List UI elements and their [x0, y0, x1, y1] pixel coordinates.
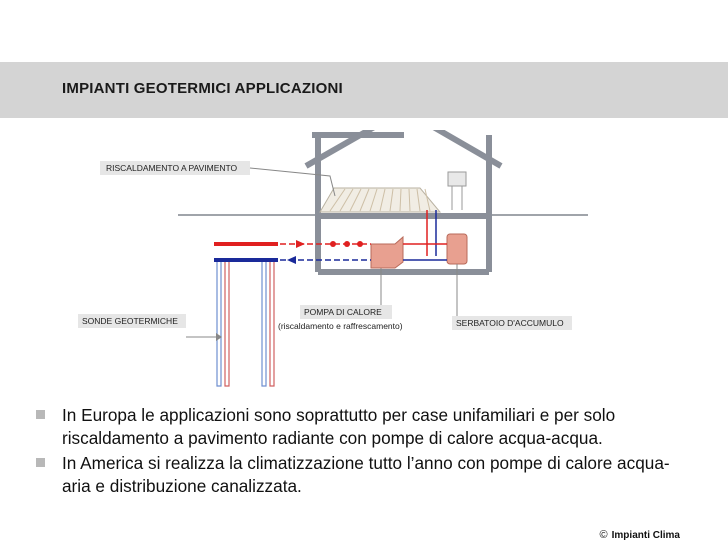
valves: [330, 241, 363, 247]
manifold-cold: [214, 258, 278, 262]
label-probes: [78, 314, 222, 341]
arrow-hot: [296, 240, 305, 248]
copyright-symbol: ©: [599, 529, 608, 541]
svg-text:POMPA DI CALORE: POMPA DI CALORE: [304, 307, 382, 317]
label-floor-heating: [100, 161, 335, 196]
bullet-item: [36, 404, 696, 450]
svg-text:SERBATOIO D'ACCUMULO: SERBATOIO D'ACCUMULO: [456, 318, 564, 328]
bullet-square-icon: [36, 458, 45, 467]
label-heat-pump: [278, 268, 403, 331]
svg-text:SONDE GEOTERMICHE: SONDE GEOTERMICHE: [82, 316, 178, 326]
footer-brand: Impianti Clima: [611, 530, 680, 541]
bullet-text: In Europa le applicazioni sono soprattutto per case unifamiliari e per solo riscaldamento a pavimento radiante con pompe di calore acqua-acqua.: [62, 405, 616, 448]
heat-pump: [371, 237, 403, 268]
geothermal-probes: [217, 262, 274, 386]
room-unit: [448, 172, 466, 186]
manifold-hot: [214, 242, 278, 246]
bullet-text: In America si realizza la climatizzazione tutto l’anno con pompe di calore acqua-aria e distribuzione canalizzata.: [62, 453, 670, 496]
svg-text:RISCALDAMENTO A PAVIMENTO: RISCALDAMENTO A PAVIMENTO: [106, 163, 238, 173]
bullet-item: [36, 452, 696, 498]
bullet-square-icon: [36, 410, 45, 419]
storage-tank: [447, 234, 467, 264]
bullet-list: [36, 404, 696, 500]
slide-title: IMPIANTI GEOTERMICI APPLICAZIONI: [62, 80, 343, 97]
geothermal-diagram: [0, 130, 728, 392]
arrow-cold: [287, 256, 296, 264]
svg-text:(riscaldamento e raffrescament: (riscaldamento e raffrescamento): [278, 321, 403, 331]
footer-copyright: [600, 529, 680, 541]
